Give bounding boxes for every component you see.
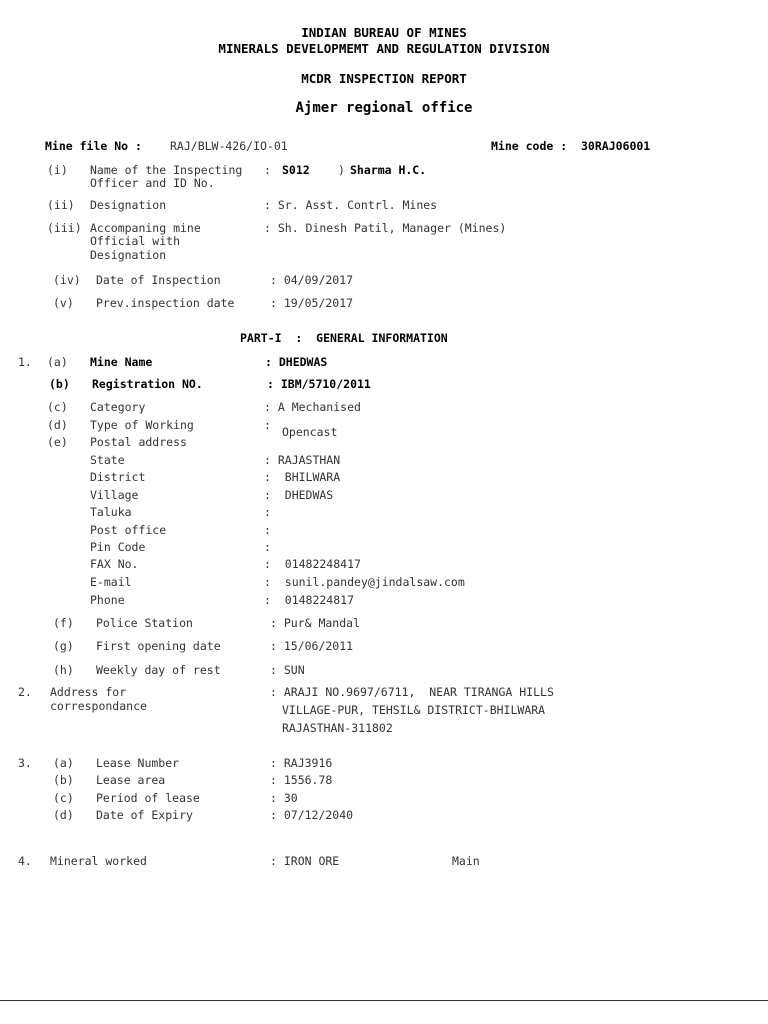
email-value: : sunil.pandey@jindalsaw.com (264, 575, 465, 589)
rest-label: Weekly day of rest (96, 663, 221, 677)
taluka-label: Taluka (90, 505, 132, 519)
officer-colon: : (264, 163, 271, 177)
fax-value: : 01482248417 (264, 557, 361, 571)
mine-name-num: (a) (47, 355, 68, 369)
postal-label: Postal address (90, 435, 187, 449)
post-office-value: : (264, 523, 271, 537)
mine-file-label: Mine file No : (45, 139, 142, 153)
org-title: INDIAN BUREAU OF MINES (301, 25, 467, 40)
address-line-3: RAJASTHAN-311802 (282, 721, 393, 735)
mineral-label: Mineral worked (50, 854, 147, 868)
lease-area-value: : 1556.78 (270, 773, 333, 787)
page-divider (0, 1000, 768, 1001)
accompany-label-3: Designation (90, 248, 167, 262)
postal-num: (e) (47, 435, 68, 449)
designation-num: (ii) (47, 198, 75, 212)
lease-num: 3. (18, 756, 32, 770)
mine-name-label: Mine Name (90, 355, 153, 369)
address-line-2: VILLAGE-PUR, TEHSIL& DISTRICT-BHILWARA (282, 703, 546, 717)
working-value: Opencast (282, 425, 338, 439)
accompany-label-2: Official with (90, 234, 181, 248)
accompany-value: : Sh. Dinesh Patil, Manager (Mines) (264, 221, 507, 235)
police-value: : Pur& Mandal (270, 616, 361, 630)
category-num: (c) (47, 400, 68, 414)
fax-label: FAX No. (90, 557, 139, 571)
mineral-value: : IRON ORE (270, 854, 340, 868)
phone-label: Phone (90, 593, 125, 607)
mine-file-value: RAJ/BLW-426/IO-01 (170, 139, 288, 153)
lease-area-num: (b) (53, 773, 74, 787)
police-label: Police Station (96, 616, 193, 630)
lease-area-label: Lease area (96, 773, 166, 787)
registration-label: Registration NO. (92, 377, 203, 391)
accompany-num: (iii) (47, 221, 82, 235)
mineral-num: 4. (18, 854, 32, 868)
village-value: : DHEDWAS (264, 488, 334, 502)
state-label: State (90, 453, 125, 467)
designation-label: Designation (90, 198, 167, 212)
pin-code-label: Pin Code (90, 540, 146, 554)
address-num: 2. (18, 685, 32, 699)
lease-expiry-num: (d) (53, 808, 74, 822)
part1-title: PART-I : GENERAL INFORMATION (240, 331, 448, 345)
district-value: : BHILWARA (264, 470, 341, 484)
lease-period-num: (c) (53, 791, 74, 805)
mine-code-value: 30RAJ06001 (581, 139, 651, 153)
email-label: E-mail (90, 575, 132, 589)
opening-num: (g) (53, 639, 74, 653)
opening-value: : 15/06/2011 (270, 639, 354, 653)
lease-expiry-value: : 07/12/2040 (270, 808, 354, 822)
lease-expiry-label: Date of Expiry (96, 808, 193, 822)
police-num: (f) (53, 616, 74, 630)
lease-period-label: Period of lease (96, 791, 200, 805)
officer-label-2: Officer and ID No. (90, 176, 215, 190)
address-label: Address for (50, 685, 127, 699)
mineral-type: Main (452, 854, 480, 868)
lease-number-label: Lease Number (96, 756, 180, 770)
working-num: (d) (47, 418, 68, 432)
officer-paren: ) (338, 163, 345, 177)
category-value: : A Mechanised (264, 400, 361, 414)
accompany-label: Accompaning mine (90, 221, 201, 235)
officer-name: Sharma H.C. (350, 163, 427, 177)
lease-period-value: : 30 (270, 791, 298, 805)
registration-num: (b) (49, 377, 70, 391)
pin-code-value: : (264, 540, 271, 554)
post-office-label: Post office (90, 523, 167, 537)
rest-value: : SUN (270, 663, 305, 677)
category-label: Category (90, 400, 146, 414)
inspection-date-label: Date of Inspection (96, 273, 221, 287)
division-title: MINERALS DEVELOPMEMT AND REGULATION DIVISION (218, 41, 550, 56)
inspection-date-value: : 04/09/2017 (270, 273, 354, 287)
prev-inspection-label: Prev.inspection date (96, 296, 235, 310)
address-label-2: correspondance (50, 699, 147, 713)
working-colon: : (264, 418, 271, 432)
phone-value: : 0148224817 (264, 593, 355, 607)
state-value: : RAJASTHAN (264, 453, 341, 467)
designation-value: : Sr. Asst. Contrl. Mines (264, 198, 438, 212)
office-title: Ajmer regional office (295, 100, 473, 116)
inspection-date-num: (iv) (53, 273, 81, 287)
taluka-value: : (264, 505, 271, 519)
lease-number-num: (a) (53, 756, 74, 770)
prev-inspection-value: : 19/05/2017 (270, 296, 354, 310)
working-label: Type of Working (90, 418, 194, 432)
village-label: Village (90, 488, 139, 502)
district-label: District (90, 470, 146, 484)
report-title: MCDR INSPECTION REPORT (301, 71, 467, 86)
officer-label: Name of the Inspecting (90, 163, 243, 177)
prev-inspection-num: (v) (53, 296, 74, 310)
opening-label: First opening date (96, 639, 221, 653)
lease-number-value: : RAJ3916 (270, 756, 333, 770)
officer-id: S012 (282, 163, 310, 177)
mine-name-value: : DHEDWAS (265, 355, 328, 369)
address-line-1: : ARAJI NO.9697/6711, NEAR TIRANGA HILLS (270, 685, 554, 699)
rest-num: (h) (53, 663, 74, 677)
mine-code-label: Mine code : (491, 139, 568, 153)
registration-value: : IBM/5710/2011 (267, 377, 371, 391)
item1-num: 1. (18, 355, 32, 369)
officer-num: (i) (47, 163, 68, 177)
